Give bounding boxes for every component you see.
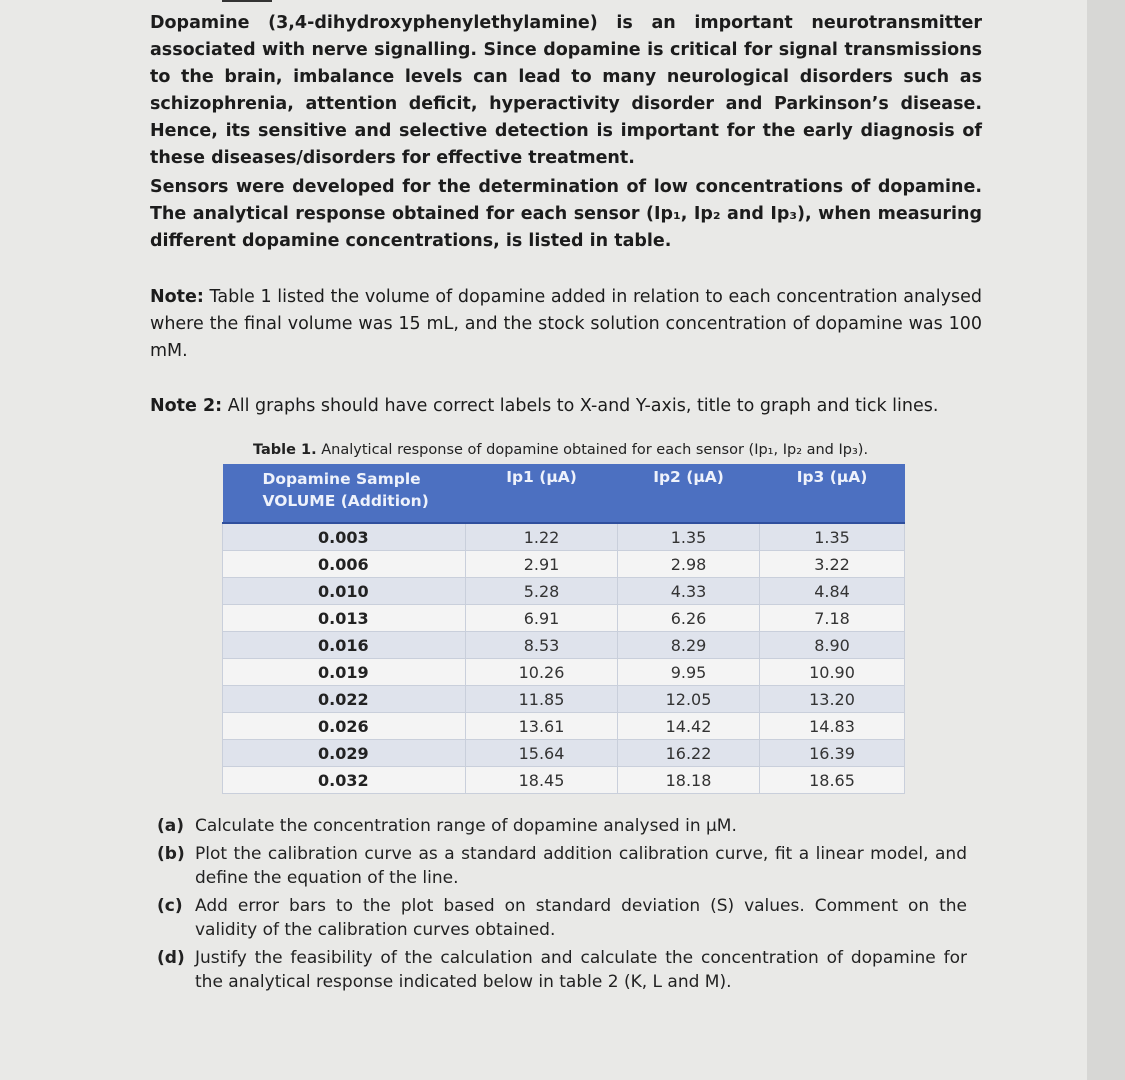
question-text: Justify the feasibility of the calculation and calculate the concentration of dopamine for the analytical response indicated below in table 2 (K, L and M). (195, 948, 967, 992)
table-row (223, 659, 905, 686)
cell-ip2: 8.29 (618, 632, 760, 659)
cell-ip2: 9.95 (618, 659, 760, 686)
cell-volume: 0.019 (223, 659, 466, 686)
cell-ip1: 2.91 (466, 551, 618, 578)
header-volume: Dopamine Sample VOLUME (Addition) (223, 464, 466, 523)
cell-ip2: 1.35 (618, 523, 760, 551)
cell-volume: 0.029 (223, 740, 466, 767)
screen-edge (1087, 0, 1125, 1080)
cell-ip3: 10.90 (760, 659, 905, 686)
cell-volume: 0.006 (223, 551, 466, 578)
cell-ip3: 8.90 (760, 632, 905, 659)
table-caption-label: Table 1. (253, 442, 317, 458)
cell-ip2: 12.05 (618, 686, 760, 713)
cell-volume: 0.026 (223, 713, 466, 740)
question-label: (c) (157, 896, 183, 916)
header-ip1: Ip1 (µA) (466, 464, 618, 523)
cell-ip3: 13.20 (760, 686, 905, 713)
table-caption (253, 442, 893, 458)
note-1-text: Table 1 listed the volume of dopamine added in relation to each concentration analysed where the final volume was 15 mL, and the stock solution concentration of dopamine was 100 mM. (150, 287, 982, 361)
header-ip3: Ip3 (µA) (760, 464, 905, 523)
cell-ip1: 13.61 (466, 713, 618, 740)
table-row (223, 523, 905, 551)
cell-ip3: 7.18 (760, 605, 905, 632)
cell-ip3: 3.22 (760, 551, 905, 578)
cell-ip2: 14.42 (618, 713, 760, 740)
table-row (223, 632, 905, 659)
sensor-paragraph: Sensors were developed for the determination of low concentrations of dopamine. The analytical response obtained for each sensor (Ip₁, Ip₂ and Ip₃), when measuring different dopamine concentrations, is listed in table. (150, 177, 982, 251)
question-text: Calculate the concentration range of dopamine analysed in µM. (195, 816, 737, 836)
cell-ip3: 4.84 (760, 578, 905, 605)
table-header-row (223, 464, 905, 523)
cell-ip1: 6.91 (466, 605, 618, 632)
dopamine-response-table (222, 464, 905, 794)
cell-ip1: 18.45 (466, 767, 618, 794)
cell-volume: 0.022 (223, 686, 466, 713)
cell-ip3: 18.65 (760, 767, 905, 794)
cell-ip2: 6.26 (618, 605, 760, 632)
table-row (223, 713, 905, 740)
header-ip2: Ip2 (µA) (618, 464, 760, 523)
cell-volume: 0.016 (223, 632, 466, 659)
table-row (223, 578, 905, 605)
question-list (157, 814, 967, 998)
question-label: (b) (157, 844, 185, 864)
note-1 (150, 284, 982, 365)
cell-ip2: 16.22 (618, 740, 760, 767)
cell-ip3: 14.83 (760, 713, 905, 740)
cell-volume: 0.010 (223, 578, 466, 605)
note-2-text: All graphs should have correct labels to X-and Y-axis, title to graph and tick lines. (222, 396, 939, 416)
intro-paragraph: Dopamine (3,4-dihydroxyphenylethylamine) is an important neurotransmitter associated with nerve signalling. Since dopamine is critical for signal transmissions to the brain, imbalance levels can lead to many neurological disorders such as schizophrenia, attention deficit, hyperactivity disorder and Parkinson’s disease. Hence, its sensitive and selective detection is important for the early diagnosis of these diseases/disorders for effective treatment. (150, 13, 982, 168)
question-item (157, 946, 967, 994)
top-rule (222, 0, 272, 2)
cell-ip1: 10.26 (466, 659, 618, 686)
cell-ip3: 16.39 (760, 740, 905, 767)
cell-ip1: 5.28 (466, 578, 618, 605)
table-row (223, 605, 905, 632)
note-2 (150, 393, 982, 420)
note-2-label: Note 2: (150, 396, 223, 416)
table-row (223, 686, 905, 713)
question-item (157, 814, 967, 838)
question-item (157, 894, 967, 942)
cell-ip1: 15.64 (466, 740, 618, 767)
table-row (223, 767, 905, 794)
cell-volume: 0.032 (223, 767, 466, 794)
question-text: Add error bars to the plot based on standard deviation (S) values. Comment on the validity of the calibration curves obtained. (195, 896, 967, 940)
note-1-label: Note: (150, 287, 204, 307)
cell-volume: 0.003 (223, 523, 466, 551)
table-row (223, 551, 905, 578)
cell-ip2: 4.33 (618, 578, 760, 605)
cell-ip1: 11.85 (466, 686, 618, 713)
question-item (157, 842, 967, 890)
question-label: (a) (157, 816, 185, 836)
table-row (223, 740, 905, 767)
cell-volume: 0.013 (223, 605, 466, 632)
cell-ip2: 18.18 (618, 767, 760, 794)
cell-ip1: 1.22 (466, 523, 618, 551)
cell-ip3: 1.35 (760, 523, 905, 551)
table-caption-text: Analytical response of dopamine obtained for each sensor (Ip₁, Ip₂ and Ip₃). (316, 442, 869, 458)
cell-ip1: 8.53 (466, 632, 618, 659)
cell-ip2: 2.98 (618, 551, 760, 578)
question-label: (d) (157, 948, 185, 968)
question-text: Plot the calibration curve as a standard addition calibration curve, fit a linear model, and define the equation of the line. (195, 844, 967, 888)
